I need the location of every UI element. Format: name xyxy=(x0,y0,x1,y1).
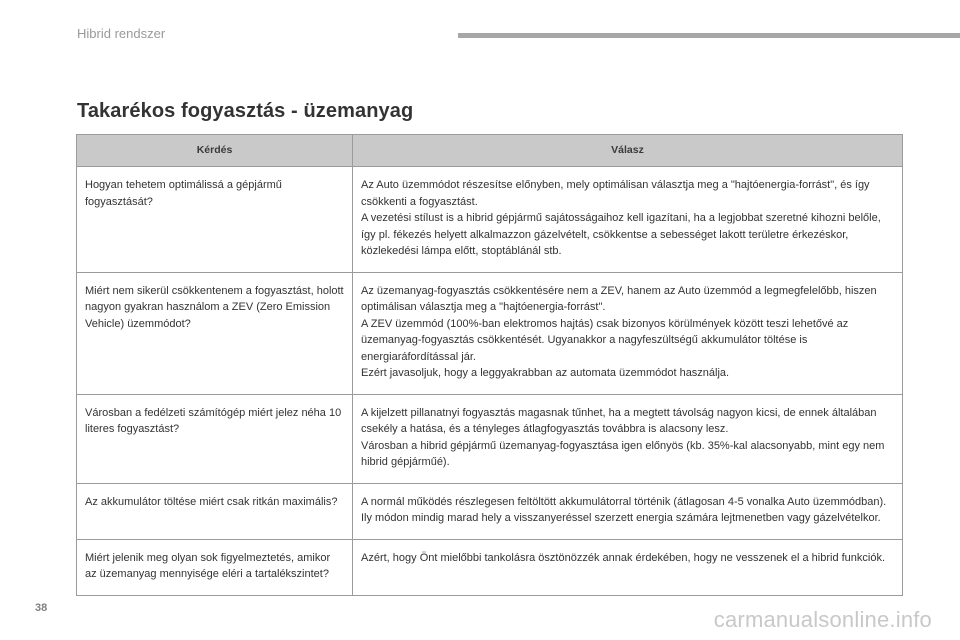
table-row xyxy=(77,483,903,539)
column-header-question: Kérdés xyxy=(77,135,353,167)
answer-paragraph: Az Auto üzemmódot részesítse előnyben, mely optimálisan választja meg a "hajtóenergia-forrást", és így csökkenti a fogyasztást. xyxy=(361,179,870,208)
answer-cell xyxy=(353,272,903,394)
question-text: Az akkumulátor töltése miért csak ritkán maximális? xyxy=(85,495,338,508)
answer-paragraph: A vezetési stílust is a hibrid gépjármű sajátosságaihoz kell igazítani, ha a legjobbat szeretné kihozni belőle, így pl. fékezés helyett alkalmazzon gázelvételt, csökkentse a sebességet lakott területre érkezéskor, közlekedési lámpa előtt, stoptáblánál stb. xyxy=(361,212,881,257)
answer-paragraph: Az üzemanyag-fogyasztás csökkentésére nem a ZEV, hanem az Auto üzemmód a legmegfelelőbb, hiszen optimálisan választja meg a "hajtóenergia-forrást". xyxy=(361,284,877,313)
column-header-answer: Válasz xyxy=(353,135,903,167)
question-cell xyxy=(77,394,353,483)
page-title: Takarékos fogyasztás - üzemanyag xyxy=(77,100,414,122)
header-rule xyxy=(458,33,960,38)
question-text: Miért nem sikerül csökkentenem a fogyasztást, holott nagyon gyakran használom a ZEV (Zero Emission Vehicle) üzemmódot? xyxy=(85,284,344,330)
answer-paragraph: Ezért javasoljuk, hogy a leggyakrabban az automata üzemmódot használja. xyxy=(361,367,730,379)
question-cell xyxy=(77,272,353,394)
answer-paragraph: A normál működés részlegesen feltöltött akkumulátorral történik (átlagosan 4-5 vonalka Auto üzemmódban). xyxy=(361,495,887,508)
table-header-row xyxy=(77,135,903,167)
answer-cell xyxy=(353,539,903,595)
table-row xyxy=(77,539,903,595)
answer-paragraph: Ily módon mindig marad hely a visszanyeréssel szerzett energia számára lejtmenetben vagy gázelvételkor. xyxy=(361,512,881,524)
answer-paragraph: Városban a hibrid gépjármű üzemanyag-fogyasztása igen előnyös (kb. 35%-kal alacsonyabb, mint egy nem hibrid gépjárműé). xyxy=(361,439,885,468)
answer-paragraph: A ZEV üzemmód (100%-ban elektromos hajtás) csak bizonyos körülmények között teszi lehetővé az üzemanyag-fogyasztás csökkentését. Ugyanakkor a nagyfeszültségű akkumulátor töltése is energiaráfordítással jár. xyxy=(361,317,849,363)
question-cell xyxy=(77,167,353,273)
question-text: Városban a fedélzeti számítógép miért jelez néha 10 literes fogyasztást? xyxy=(85,406,342,435)
table-row xyxy=(77,167,903,273)
section-title: Hibrid rendszer xyxy=(77,26,166,41)
answer-cell xyxy=(353,394,903,483)
question-text: Miért jelenik meg olyan sok figyelmeztetés, amikor az üzemanyag mennyisége eléri a tartalékszintet? xyxy=(85,551,331,580)
question-cell xyxy=(77,483,353,539)
table-row xyxy=(77,272,903,394)
answer-cell xyxy=(353,167,903,273)
watermark: carmanualsonline.info xyxy=(713,607,932,632)
qa-table xyxy=(76,134,903,596)
answer-paragraph: Azért, hogy Önt mielőbbi tankolásra ösztönözzék annak érdekében, hogy ne vesszenek el a hibrid funkciók. xyxy=(361,551,886,564)
table-row xyxy=(77,394,903,483)
answer-cell xyxy=(353,483,903,539)
answer-paragraph: A kijelzett pillanatnyi fogyasztás magasnak tűnhet, ha a megtett távolság nagyon kicsi, de ennek általában csekély a hatása, és a tényleges átlagfogyasztás továbbra is alacsony lesz. xyxy=(361,406,877,435)
question-cell xyxy=(77,539,353,595)
page-number: 38 xyxy=(35,602,48,614)
question-text: Hogyan tehetem optimálissá a gépjármű fogyasztását? xyxy=(85,179,282,208)
